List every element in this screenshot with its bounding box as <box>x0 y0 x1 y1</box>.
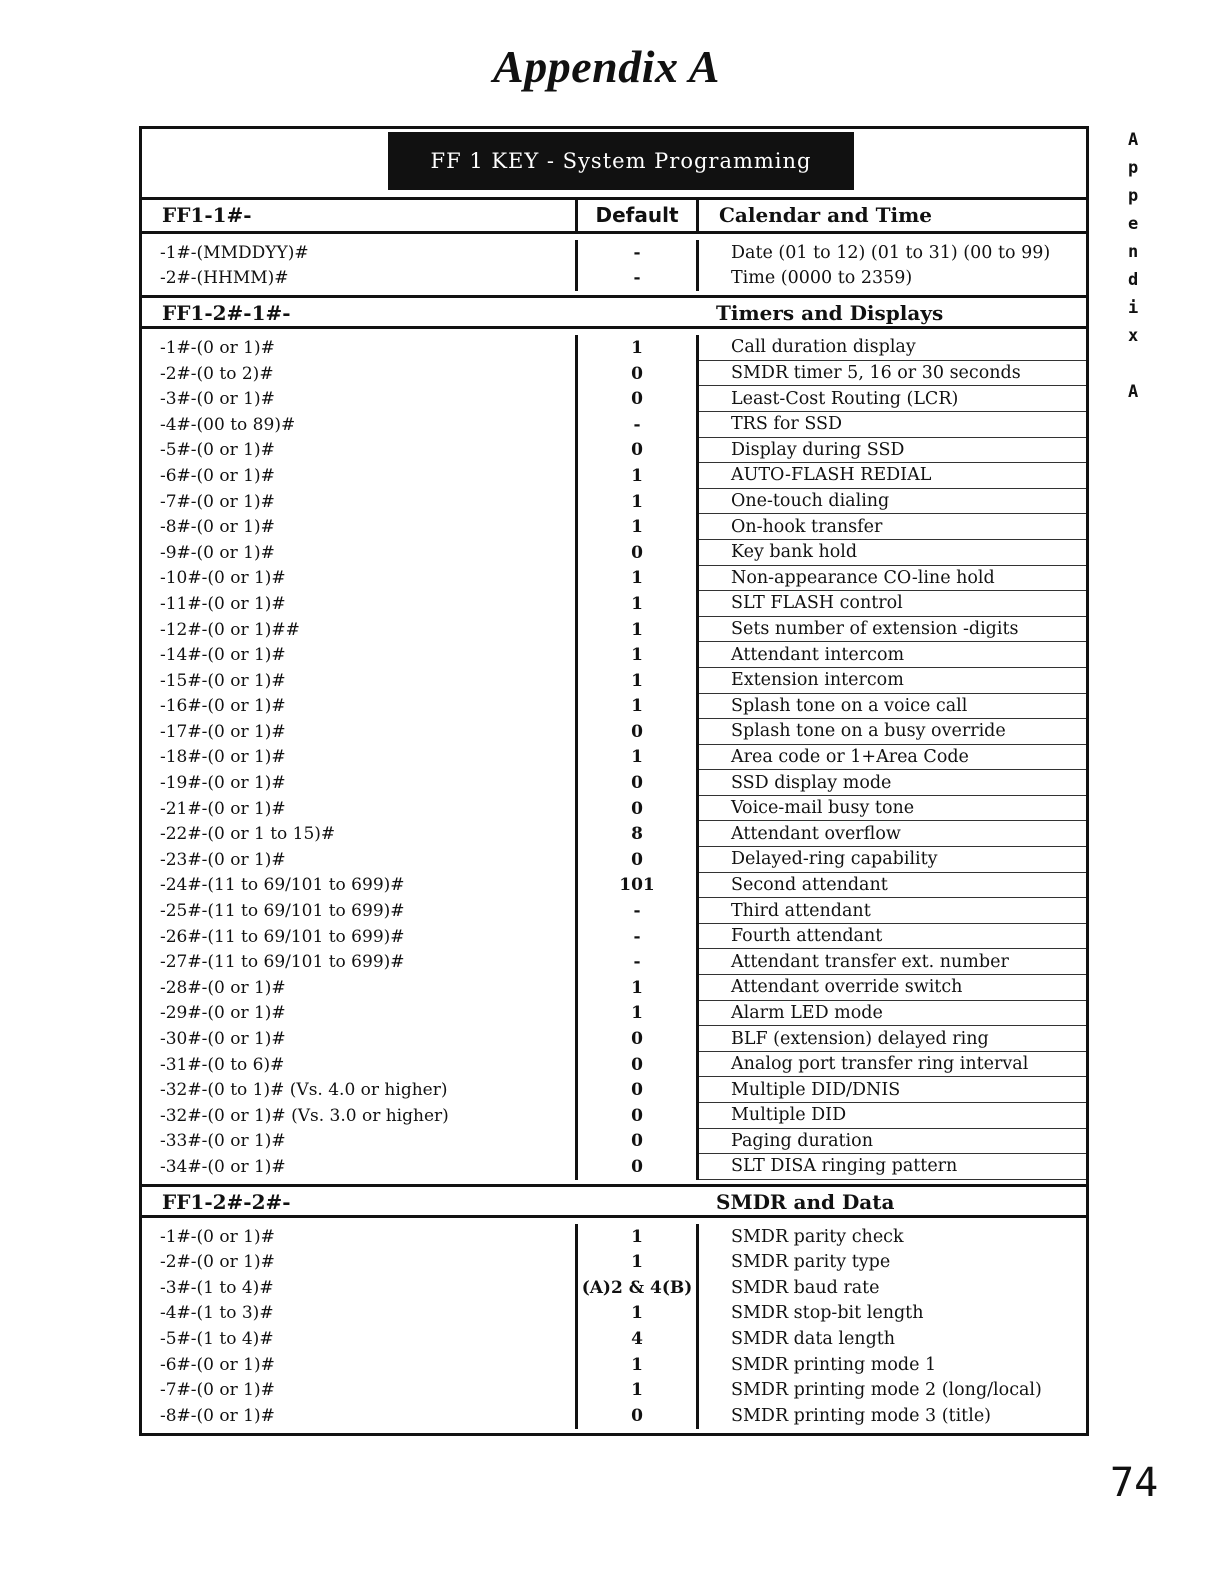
row-code: -32#-(0 or 1)# (Vs. 3.0 or higher) <box>142 1103 578 1129</box>
row-default: - <box>578 412 699 438</box>
table-row <box>142 386 1086 412</box>
table-row <box>142 591 1086 617</box>
row-default: 0 <box>578 1103 699 1129</box>
row-description: SMDR baud rate <box>731 1277 880 1298</box>
row-default: 1 <box>578 1249 699 1275</box>
row-code: -1#-(0 or 1)# <box>142 1224 578 1250</box>
row-code: -7#-(0 or 1)# <box>142 489 578 515</box>
row-description: AUTO-FLASH REDIAL <box>699 463 1086 489</box>
row-code: -29#-(0 or 1)# <box>142 1001 578 1027</box>
section-code: FF1-2#-1#- <box>162 301 291 326</box>
row-code: -27#-(11 to 69/101 to 699)# <box>142 949 578 975</box>
row-code: -25#-(11 to 69/101 to 699)# <box>142 898 578 924</box>
row-code: -26#-(11 to 69/101 to 699)# <box>142 924 578 950</box>
table-row <box>142 745 1086 771</box>
row-code: -9#-(0 or 1)# <box>142 540 578 566</box>
table-row <box>142 617 1086 643</box>
row-description: SLT FLASH control <box>699 591 1086 617</box>
row-default: 0 <box>578 540 699 566</box>
banner-row <box>142 129 1086 200</box>
table-row <box>142 438 1086 464</box>
row-description: Third attendant <box>699 898 1086 924</box>
table-row <box>142 873 1086 899</box>
row-code: -22#-(0 or 1 to 15)# <box>142 821 578 847</box>
section-code: FF1-2#-2#- <box>162 1189 291 1214</box>
table-row <box>142 463 1086 489</box>
row-description: Sets number of extension -digits <box>699 617 1086 643</box>
row-default: 1 <box>578 1352 699 1378</box>
row-code: -24#-(11 to 69/101 to 699)# <box>142 873 578 899</box>
row-default: 0 <box>578 770 699 796</box>
table-row <box>142 847 1086 873</box>
row-description: Call duration display <box>699 335 1086 361</box>
row-default: 1 <box>578 489 699 515</box>
row-description: SMDR parity type <box>731 1252 891 1273</box>
table-row <box>142 240 1086 266</box>
row-default: 1 <box>578 1224 699 1250</box>
page-title: Appendix A <box>493 41 720 92</box>
row-code: -5#-(1 to 4)# <box>142 1326 578 1352</box>
table-row <box>142 796 1086 822</box>
row-description: Delayed-ring capability <box>699 847 1086 873</box>
row-default: 1 <box>578 591 699 617</box>
row-description: SMDR parity check <box>731 1226 904 1247</box>
row-code: -32#-(0 to 1)# (Vs. 4.0 or higher) <box>142 1077 578 1103</box>
table-banner: FF 1 KEY - System Programming <box>388 132 854 190</box>
side-letter: A <box>1128 382 1139 402</box>
side-letter: i <box>1128 298 1139 318</box>
row-default: 1 <box>578 975 699 1001</box>
table-row <box>142 489 1086 515</box>
row-default: 1 <box>578 694 699 720</box>
table-row <box>142 1377 1086 1403</box>
row-description: Splash tone on a busy override <box>699 719 1086 745</box>
row-description: Attendant override switch <box>699 975 1086 1001</box>
row-description: Voice-mail busy tone <box>699 796 1086 822</box>
table-row <box>142 540 1086 566</box>
section-body-timers <box>142 329 1086 1184</box>
row-description: Attendant transfer ext. number <box>699 949 1086 975</box>
row-code: -4#-(00 to 89)# <box>142 412 578 438</box>
side-letter: p <box>1128 158 1139 178</box>
side-letter: A <box>1128 130 1139 150</box>
row-description: Date (01 to 12) (01 to 31) (00 to 99) <box>731 242 1051 263</box>
row-code: -11#-(0 or 1)# <box>142 591 578 617</box>
row-code: -15#-(0 or 1)# <box>142 668 578 694</box>
table-row <box>142 642 1086 668</box>
row-description: SMDR data length <box>731 1328 896 1349</box>
row-description: One-touch dialing <box>699 489 1086 515</box>
row-description: Splash tone on a voice call <box>699 694 1086 720</box>
table-row <box>142 668 1086 694</box>
row-default: 0 <box>578 386 699 412</box>
row-description: Paging duration <box>699 1129 1086 1155</box>
row-default: 0 <box>578 1403 699 1429</box>
table-row <box>142 1275 1086 1301</box>
row-code: -4#-(1 to 3)# <box>142 1301 578 1327</box>
row-default: 1 <box>578 1377 699 1403</box>
row-description: SMDR printing mode 3 (title) <box>731 1405 991 1426</box>
row-default: (A)2 & 4(B) <box>578 1275 699 1301</box>
table-row <box>142 719 1086 745</box>
row-description: Attendant intercom <box>699 642 1086 668</box>
table-row <box>142 924 1086 950</box>
table-row <box>142 1001 1086 1027</box>
section-title: SMDR and Data <box>716 1189 895 1214</box>
row-description: TRS for SSD <box>699 412 1086 438</box>
page-number: 74 <box>1110 1460 1159 1506</box>
row-code: -2#-(0 or 1)# <box>142 1249 578 1275</box>
row-default: 0 <box>578 847 699 873</box>
row-code: -5#-(0 or 1)# <box>142 438 578 464</box>
table-row <box>142 361 1086 387</box>
row-default: 0 <box>578 1129 699 1155</box>
row-code: -12#-(0 or 1)## <box>142 617 578 643</box>
table-row <box>142 1301 1086 1327</box>
row-code: -16#-(0 or 1)# <box>142 694 578 720</box>
row-default: 0 <box>578 796 699 822</box>
row-description: SMDR timer 5, 16 or 30 seconds <box>699 361 1086 387</box>
row-code: -19#-(0 or 1)# <box>142 770 578 796</box>
row-default: 0 <box>578 1026 699 1052</box>
table-row <box>142 949 1086 975</box>
row-default: 8 <box>578 821 699 847</box>
row-default: 101 <box>578 873 699 899</box>
row-description: Analog port transfer ring interval <box>699 1052 1086 1078</box>
row-code: -8#-(0 or 1)# <box>142 1403 578 1429</box>
row-code: -1#-(MMDDYY)# <box>142 240 578 266</box>
row-default: 0 <box>578 361 699 387</box>
row-code: -23#-(0 or 1)# <box>142 847 578 873</box>
row-default: - <box>578 898 699 924</box>
table-row <box>142 1352 1086 1378</box>
row-default: 1 <box>578 463 699 489</box>
row-code: -18#-(0 or 1)# <box>142 745 578 771</box>
row-code: -33#-(0 or 1)# <box>142 1129 578 1155</box>
table-row <box>142 266 1086 292</box>
table-row <box>142 1103 1086 1129</box>
side-letter: p <box>1128 186 1139 206</box>
row-default: - <box>578 949 699 975</box>
section-header-calendar <box>142 200 1086 234</box>
row-description: Multiple DID/DNIS <box>699 1077 1086 1103</box>
table-row <box>142 335 1086 361</box>
row-default: - <box>578 240 699 266</box>
row-code: -17#-(0 or 1)# <box>142 719 578 745</box>
section-header-smdr <box>142 1184 1086 1218</box>
row-description: Area code or 1+Area Code <box>699 745 1086 771</box>
section-title: Timers and Displays <box>716 301 944 326</box>
row-description: BLF (extension) delayed ring <box>699 1026 1086 1052</box>
row-code: -10#-(0 or 1)# <box>142 566 578 592</box>
row-default: - <box>578 924 699 950</box>
side-letter: d <box>1128 270 1139 290</box>
table-row <box>142 1403 1086 1429</box>
table-row <box>142 821 1086 847</box>
row-description: Second attendant <box>699 873 1086 899</box>
row-default: 0 <box>578 438 699 464</box>
row-code: -1#-(0 or 1)# <box>142 335 578 361</box>
table-row <box>142 1326 1086 1352</box>
row-default: 1 <box>578 1301 699 1327</box>
row-default: 1 <box>578 745 699 771</box>
table-row <box>142 1077 1086 1103</box>
row-default: 1 <box>578 642 699 668</box>
row-default: 0 <box>578 1154 699 1180</box>
table-row <box>142 514 1086 540</box>
row-description: Alarm LED mode <box>699 1001 1086 1027</box>
table-row <box>142 566 1086 592</box>
row-code: -28#-(0 or 1)# <box>142 975 578 1001</box>
row-default: 1 <box>578 335 699 361</box>
table-row <box>142 770 1086 796</box>
row-code: -2#-(0 to 2)# <box>142 361 578 387</box>
row-default: - <box>578 266 699 292</box>
table-row <box>142 1129 1086 1155</box>
row-description: Least-Cost Routing (LCR) <box>699 386 1086 412</box>
row-code: -7#-(0 or 1)# <box>142 1377 578 1403</box>
row-default: 1 <box>578 1001 699 1027</box>
row-code: -3#-(0 or 1)# <box>142 386 578 412</box>
row-default: 1 <box>578 668 699 694</box>
row-description: Multiple DID <box>699 1103 1086 1129</box>
default-column-header: Default <box>578 200 699 231</box>
row-description: Fourth attendant <box>699 924 1086 950</box>
row-default: 0 <box>578 1077 699 1103</box>
row-description: Key bank hold <box>699 540 1086 566</box>
row-code: -6#-(0 or 1)# <box>142 463 578 489</box>
side-letter: e <box>1128 214 1139 234</box>
row-code: -3#-(1 to 4)# <box>142 1275 578 1301</box>
row-description: On-hook transfer <box>699 514 1086 540</box>
row-code: -2#-(HHMM)# <box>142 266 578 292</box>
table-row <box>142 1224 1086 1250</box>
section-title: Calendar and Time <box>719 203 932 227</box>
side-letter: n <box>1128 242 1139 262</box>
table-row <box>142 1249 1086 1275</box>
table-row <box>142 898 1086 924</box>
row-code: -31#-(0 to 6)# <box>142 1052 578 1078</box>
row-description: Non-appearance CO-line hold <box>699 566 1086 592</box>
table-row <box>142 1154 1086 1180</box>
row-default: 1 <box>578 617 699 643</box>
row-description: SMDR stop-bit length <box>731 1303 924 1324</box>
row-default: 1 <box>578 566 699 592</box>
row-default: 4 <box>578 1326 699 1352</box>
row-description: Attendant overflow <box>699 821 1086 847</box>
row-description: Extension intercom <box>699 668 1086 694</box>
table-row <box>142 412 1086 438</box>
row-code: -34#-(0 or 1)# <box>142 1154 578 1180</box>
row-description: SMDR printing mode 1 <box>731 1354 937 1375</box>
side-letter: x <box>1128 326 1139 346</box>
row-description: Display during SSD <box>699 438 1086 464</box>
row-default: 0 <box>578 719 699 745</box>
section-body-calendar <box>142 234 1086 295</box>
row-code: -8#-(0 or 1)# <box>142 514 578 540</box>
row-description: SSD display mode <box>699 770 1086 796</box>
table-row <box>142 694 1086 720</box>
row-description: SLT DISA ringing pattern <box>699 1154 1086 1180</box>
programming-table <box>139 126 1089 1436</box>
row-code: -14#-(0 or 1)# <box>142 642 578 668</box>
row-code: -21#-(0 or 1)# <box>142 796 578 822</box>
table-row <box>142 975 1086 1001</box>
row-default: 0 <box>578 1052 699 1078</box>
table-row <box>142 1052 1086 1078</box>
row-code: -6#-(0 or 1)# <box>142 1352 578 1378</box>
row-code: -30#-(0 or 1)# <box>142 1026 578 1052</box>
row-description: SMDR printing mode 2 (long/local) <box>731 1380 1042 1401</box>
section-code: FF1-1#- <box>142 200 578 231</box>
table-row <box>142 1026 1086 1052</box>
row-description: Time (0000 to 2359) <box>731 268 913 289</box>
row-default: 1 <box>578 514 699 540</box>
section-body-smdr <box>142 1218 1086 1433</box>
section-header-timers <box>142 295 1086 329</box>
